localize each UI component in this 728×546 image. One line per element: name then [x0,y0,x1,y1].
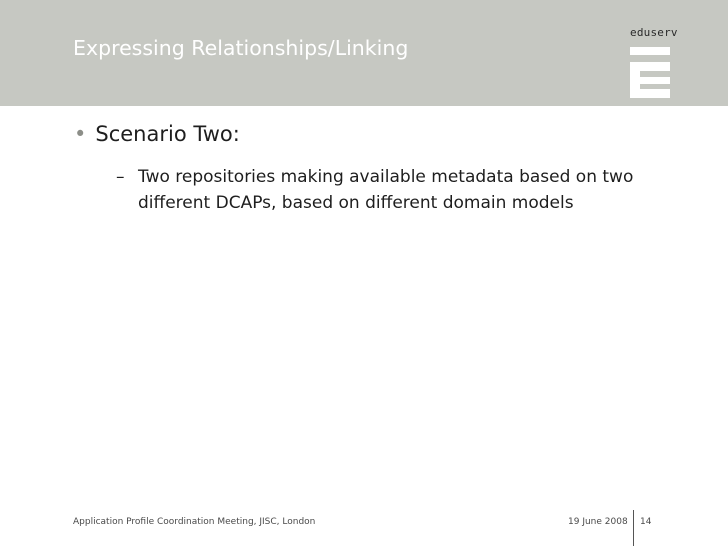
bullet-marker: • [74,122,87,146]
eduserv-logo-icon [630,47,670,98]
slide-title: Expressing Relationships/Linking [73,36,409,60]
bullet-level-2-text: Two repositories making available metadata based on two different DCAPs, based on different domain models [138,167,634,213]
footer-date: 19 June 2008 [568,517,628,527]
page-number: 14 [640,517,652,527]
bullet-level-1-text: Scenario Two: [95,122,240,146]
brand-wordmark: eduserv [630,26,678,39]
footer-divider [633,510,634,546]
footer-event: Application Profile Coordination Meeting, JISC, London [73,517,316,527]
bullet-level-1 [74,122,240,146]
dash-marker: – [116,167,125,187]
